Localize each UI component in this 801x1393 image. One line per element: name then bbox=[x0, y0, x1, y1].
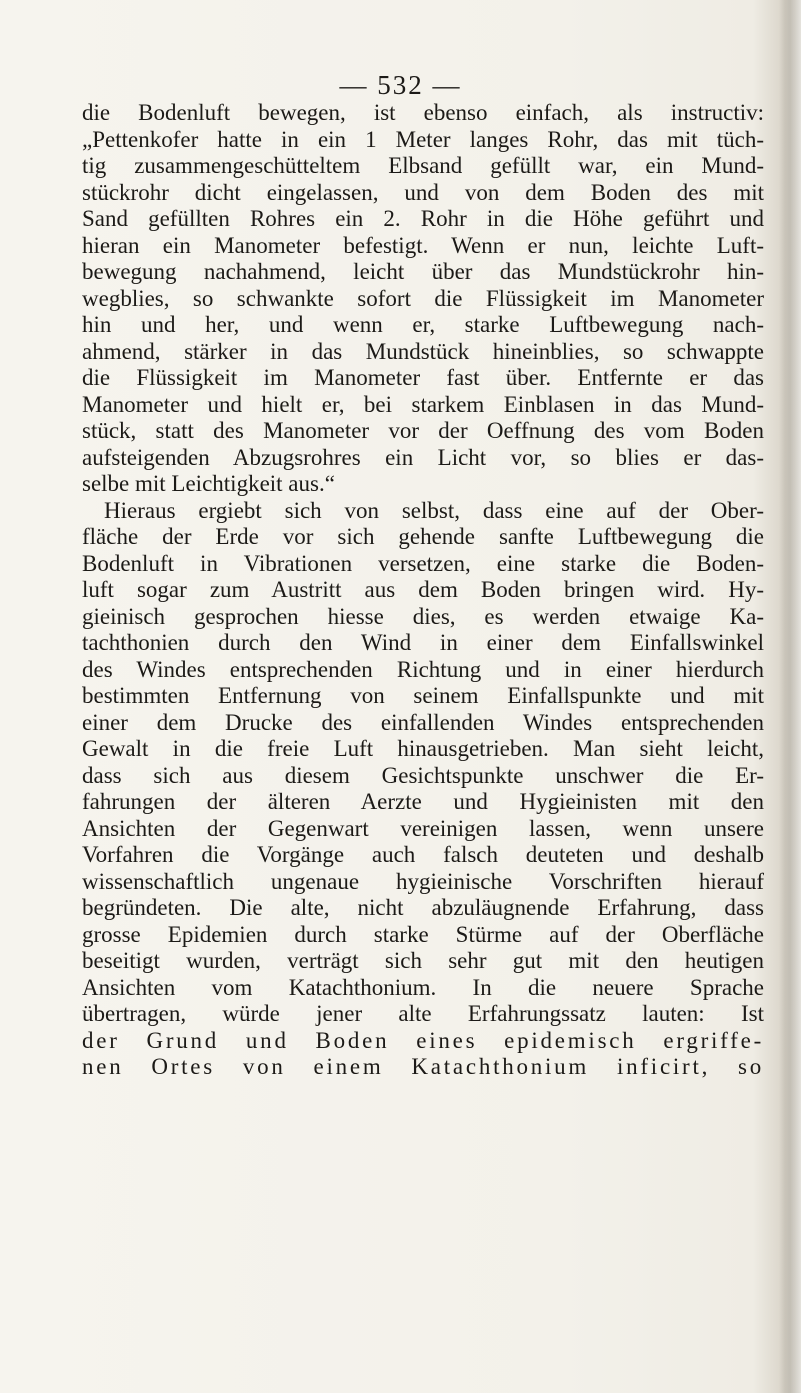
text-line: bewegung nachahmend, leicht über das Mundstückrohr hin- bbox=[82, 259, 764, 284]
text-line: aufsteigenden Abzugsrohres ein Licht vor, so blies er das- bbox=[82, 444, 764, 470]
text-line: beseitigt wurden, verträgt sich sehr gut mit den heutigen bbox=[82, 948, 764, 973]
text-line: gieinisch gesprochen hiesse dies, es werden etwaige Ka- bbox=[82, 603, 764, 629]
text-line: hieran ein Manometer befestigt. Wenn er nun, leichte Luft- bbox=[82, 232, 764, 258]
text-line: begründeten. Die alte, nicht abzuläugnende Erfahrung, dass bbox=[82, 895, 764, 920]
text-line: hin und her, und wenn er, starke Luftbewegung nach- bbox=[82, 312, 764, 337]
text-line: des Windes entsprechenden Richtung und in einer hierdurch bbox=[82, 656, 764, 682]
text-line: stück, statt des Manometer vor der Oeffnung des vom Boden bbox=[82, 418, 764, 443]
body-text bbox=[82, 100, 764, 1081]
text-line: wissenschaftlich ungenaue hygieinische Vorschriften hierauf bbox=[82, 868, 764, 894]
text-line: Manometer und hielt er, bei starkem Einblasen in das Mund- bbox=[82, 391, 764, 417]
text-line: einer dem Drucke des einfallenden Windes entsprechenden bbox=[82, 709, 764, 735]
text-line: Ansichten der Gegenwart vereinigen lassen, wenn unsere bbox=[82, 815, 764, 841]
text-line: luft sogar zum Austritt aus dem Boden bringen wird. Hy- bbox=[82, 577, 764, 602]
text-line: grosse Epidemien durch starke Stürme auf der Oberfläche bbox=[82, 921, 764, 947]
text-line: fahrungen der älteren Aerzte und Hygieinisten mit den bbox=[82, 789, 764, 814]
text-line: wegblies, so schwankte sofort die Flüssigkeit im Manometer bbox=[82, 285, 764, 311]
text-line: nen Ortes von einem Katachthonium inficirt, so bbox=[82, 1054, 764, 1079]
text-line: Hieraus ergiebt sich von selbst, dass eine auf der Ober- bbox=[104, 497, 764, 523]
text-line: stückrohr dicht eingelassen, und von dem Boden des mit bbox=[82, 179, 764, 205]
text-line: der Grund und Boden eines epidemisch ergriffe- bbox=[82, 1027, 764, 1053]
text-line: selbe mit Leichtigkeit aus.“ bbox=[82, 471, 335, 496]
text-line: Bodenluft in Vibrationen versetzen, eine starke die Boden- bbox=[82, 550, 764, 576]
text-line: „Pettenkofer hatte in ein 1 Meter langes Rohr, das mit tüch- bbox=[82, 126, 764, 152]
page-edge-shadow bbox=[779, 0, 801, 1393]
text-line: ahmend, stärker in das Mundstück hineinblies, so schwappte bbox=[82, 338, 764, 364]
page-number: — 532 — bbox=[339, 70, 462, 100]
text-line: tachthonien durch den Wind in einer dem Einfallswinkel bbox=[82, 630, 764, 655]
text-line: fläche der Erde vor sich gehende sanfte Luftbewegung die bbox=[82, 524, 764, 549]
text-line: tig zusammengeschütteltem Elbsand gefüllt war, ein Mund- bbox=[82, 153, 764, 178]
text-line: Vorfahren die Vorgänge auch falsch deuteten und deshalb bbox=[82, 842, 764, 867]
text-line: Gewalt in die freie Luft hinausgetrieben. Man sieht leicht, bbox=[82, 736, 764, 761]
text-line: dass sich aus diesem Gesichtspunkte unschwer die Er- bbox=[82, 762, 764, 788]
text-line: bestimmten Entfernung von seinem Einfallspunkte und mit bbox=[82, 683, 764, 708]
text-line: Sand gefüllten Rohres ein 2. Rohr in die Höhe geführt und bbox=[82, 206, 764, 231]
text-line: die Flüssigkeit im Manometer fast über. Entfernte er das bbox=[82, 365, 764, 390]
text-line: übertragen, würde jener alte Erfahrungssatz lauten: Ist bbox=[82, 1001, 764, 1026]
text-line: die Bodenluft bewegen, ist ebenso einfach, als instructiv: bbox=[82, 100, 764, 125]
text-line: Ansichten vom Katachthonium. In die neuere Sprache bbox=[82, 974, 764, 1000]
